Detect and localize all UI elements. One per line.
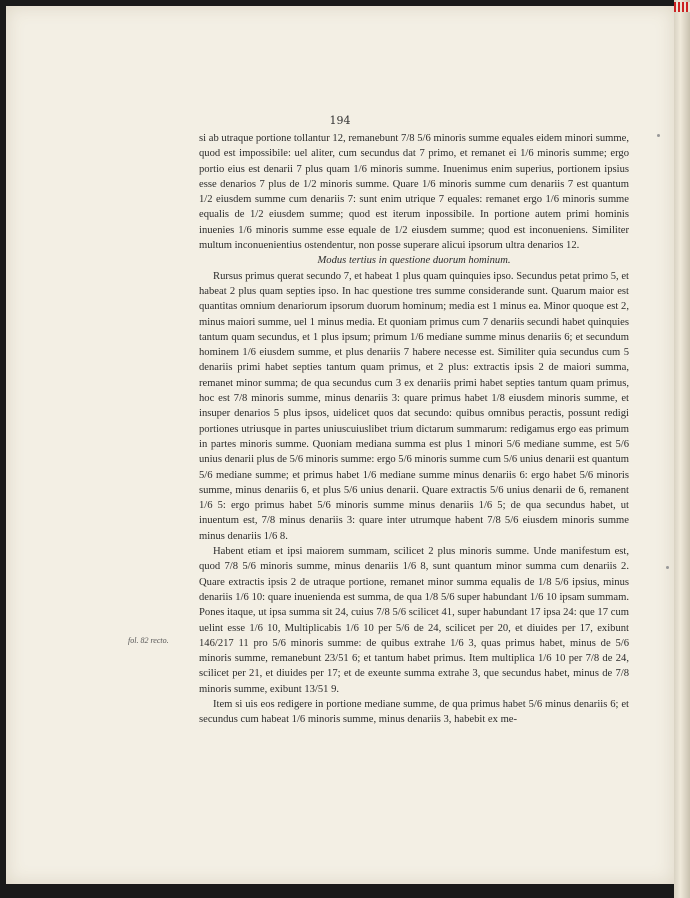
paragraph-1: si ab utraque portione tollantur 12, remanebunt 7/8 5/6 minoris summe equales eidem minori summe, quod est impossibile: uel aliter, cum secundus dat 7 primo, et remanet ei 1/6 minoris summe; ergo portio eius est denarii 7 plus quam 1/6 minoris summe. Inuenimus enim superius, portionem ipsius esse denarios 7 plus de 1/2 minoris summe. Quare 1/6 minoris summe cum denariis 7 est quantum 1/2 eiusdem summe cum denariis 7: sunt enim utrique 7 equales: remanet ergo 1/6 minoris summe equalis de 1/2 eiusdem summe; quod est iterum inpossibile. In portione autem primi hominis inuenies 1/6 minoris summe esse equale de 1/2 eiusdem summe; quod est inconueniens. Similiter multum inconuenientius ostendentur, non posse superare alicui ipsorum ultra denarios 12. [199, 133, 629, 252]
page-speck [657, 134, 660, 137]
page-speck [666, 566, 669, 569]
book-page [6, 6, 674, 884]
paragraph-3: Habent etiam et ipsi maiorem summam, scilicet 2 plus minoris summe. Unde manifestum est, quod 7/8 5/6 minoris summe, minus denariis 1/6 8, sunt quantum minor summa cum denariis 2. Quare extractis ipsis 2 de utraque portione, remanet minor summa equalis de 1/8 5/6 ipsius, minus denariis 1/6 10: quare inuenienda est summa, de qua 1/8 5/6 super habundant 1/6 10 ipsam summam. Pones itaque, ut ipsa summa sit 24, cuius 7/8 5/6 scilicet 41, super habundant 17 ipsa 24: que 17 cum uelint esse 1/6 10, Multiplicabis 1/6 10 per 5/6 de 24, scilicet per 20, et diuides per 17, exibunt 146/217 11 pro 5/6 minoris summe: de quibus extrahe 1/6 3, quas primus habet, minus de 5/6 minoris summe, remanebunt 23/51 6; et tantum habet primus. Item multiplica 1/6 10 per 7/8 de 24, scilicet per 21, et diuides per 17; et de exeunte summa extrahe 3, que secundus habet, minus de 7/8 minoris summe, exibunt 13/51 9. [199, 546, 629, 695]
page-edge-strip [674, 0, 690, 898]
margin-note: fol. 82 recto. [128, 636, 169, 645]
paragraph-4: Item si uis eos redigere in portione mediane summe, de qua primus habet 5/6 minus denariis 6; et secundus cum habeat 1/6 minoris summe, minus denariis 3, habebit ex me- [199, 698, 629, 726]
corner-marker [674, 2, 690, 12]
body-text [199, 131, 629, 728]
section-heading: Modus tertius in questione duorum hominum. [317, 255, 511, 267]
paragraph-2: Rursus primus querat secundo 7, et habeat 1 plus quam quinquies ipso. Secundus petat primo 5, et habeat 2 plus quam septies ipso. In hac questione tres summe considerande sunt. Quarum maior est quantitas omnium denariorum ipsorum duorum hominum; media est 1 minus ea. Minor quoque est 2, minus maiori summe, uel 1 minus media. Et quoniam primus cum 7 denariis secundi habet quinquies tantum quam secundus, et 1 plus ipsum; primum 1/6 mediane summe minus denariis 6; et secundum hominem 1/6 eiusdem summe, et plus denariis 7 habere necesse est. Similiter quia secundus cum 5 denariis primi habet septies tantum quam primus, et 2 plus: extractis ipsis 2 de maiori summa, remanet minor summa; de qua secundus cum 3 ex denariis primi habet septies tantum quam primus, hoc est 7/8 minoris summe, minus denariis 3: quare primus habet 1/8 eiusdem minoris summe, et insuper denarios 5 plus ipsos, uidelicet quos dat secundo: quibus omnibus peractis, possunt redigi portiones utriusque in partes uniuscuiuslibet trium dictarum summarum: redigamus ergo eas primum in partes minoris summe. Quoniam mediana summa est plus 1 minori 5/6 mediane summe, est 5/6 unius denarii plus de 5/6 minoris summe: ergo 5/6 minoris summe cum 5/6 unius denarii est quantum 5/6 mediane summe; et primus habet 1/6 mediane summe minus denariis 6: ergo habet 5/6 minoris summe, minus denariis 6, et plus 5/6 unius denarii. Quare extractis 5/6 unius denarii de 6, remanent 1/6 5: ergo primus habet 5/6 minoris summe minus denariis 1/6 5; de qua secundus habet, ut inuentum est, 7/8 minus denariis 3: quare inter utrumque habent 7/8 5/6 eiusdem minoris summe minus denariis 1/6 8. [199, 270, 629, 542]
page-number: 194 [329, 114, 351, 127]
